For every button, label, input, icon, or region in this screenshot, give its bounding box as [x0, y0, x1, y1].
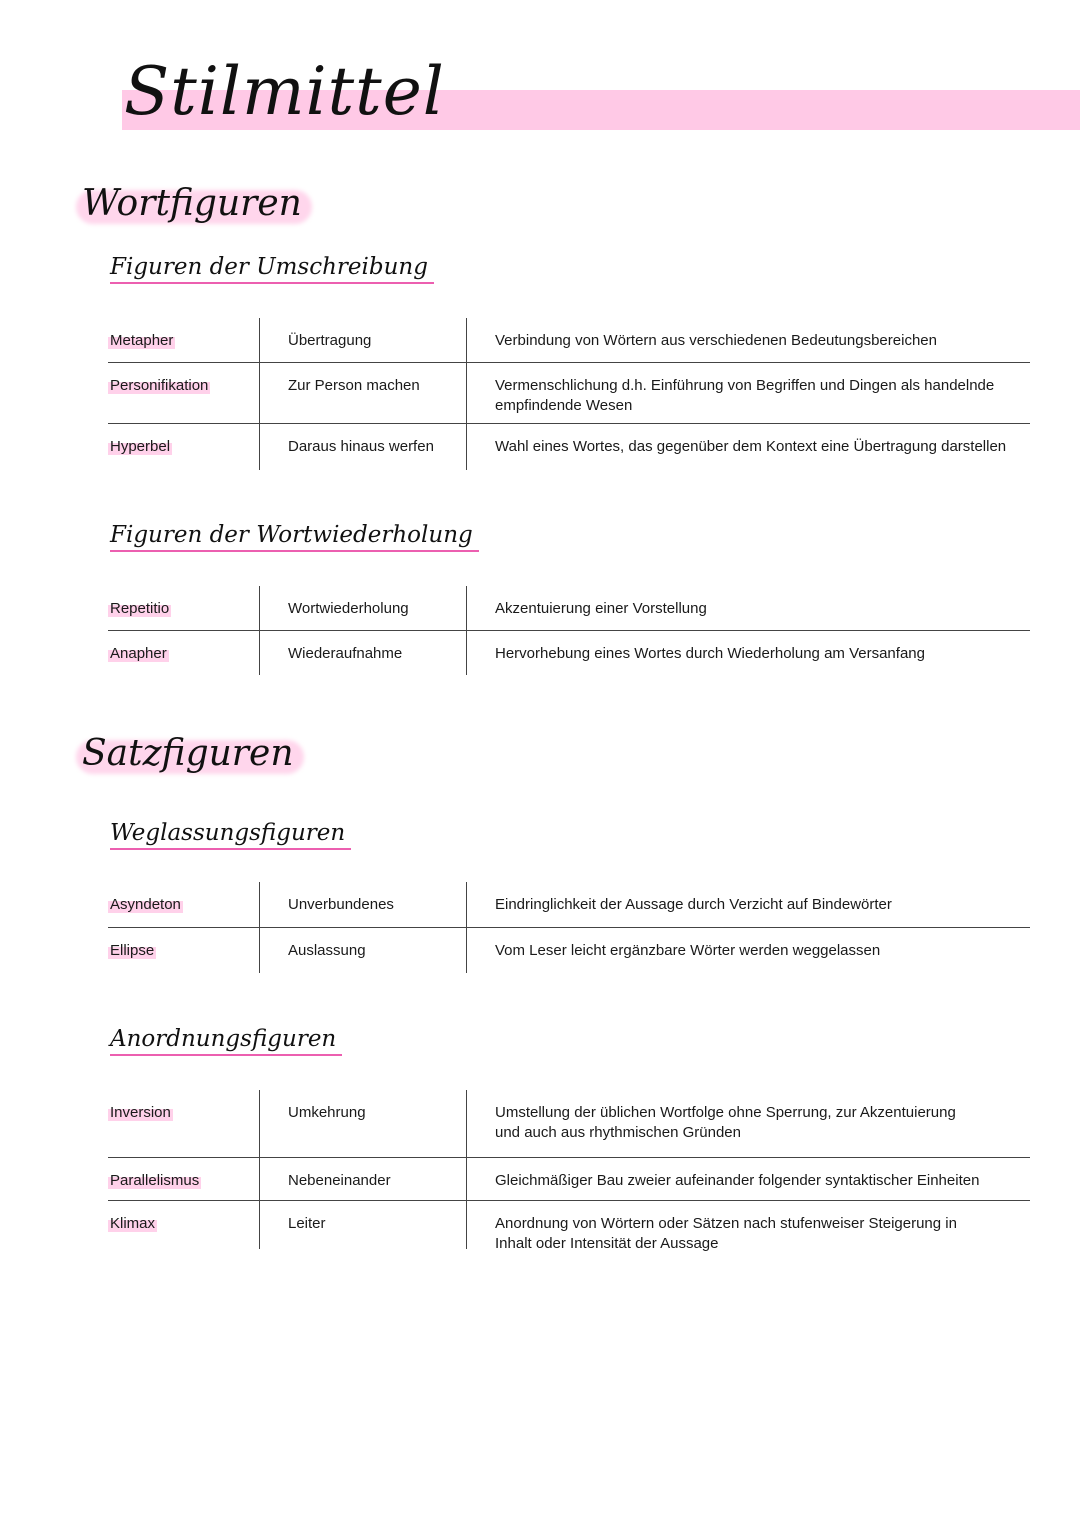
term-cell [108, 1158, 258, 1191]
term-cell [108, 586, 258, 619]
term-label: Hyperbel [110, 438, 171, 455]
description-cell: Vermenschlichung d.h. Einführung von Begriffen und Dingen als handelnde empfindende Wesen [495, 377, 995, 414]
description-cell: Anordnung von Wörtern oder Sätzen nach stufenweiser Steigerung in Inhalt oder Intensität der Aussage [495, 1215, 957, 1252]
group-title-wortwiederholung: Figuren der Wortwiederholung [110, 520, 479, 552]
description-cell: Gleichmäßiger Bau zweier aufeinander folgender syntaktischer Einheiten [495, 1172, 980, 1189]
term-label: Repetitio [110, 600, 170, 617]
table-row [108, 424, 1030, 470]
term-label: Parallelismus [110, 1172, 200, 1189]
table-row [108, 586, 1030, 631]
meaning-cell: Zur Person machen [288, 377, 420, 394]
table-row [108, 318, 1030, 363]
description-cell: Wahl eines Wortes, das gegenüber dem Kontext eine Übertragung darstellen [495, 438, 1007, 455]
description-cell: Umstellung der üblichen Wortfolge ohne Sperrung, zur Akzentuierung und auch aus rhythmischen Gründen [495, 1104, 956, 1141]
group-title-weglassung: Weglassungsfiguren [110, 818, 351, 850]
description-cell: Verbindung von Wörtern aus verschiedenen Bedeutungsbereichen [495, 332, 937, 349]
table-anordnung [108, 1090, 1030, 1252]
term-cell [108, 928, 258, 961]
group-title-anordnung: Anordnungsfiguren [110, 1024, 342, 1056]
table-row [108, 1201, 1030, 1252]
description-cell: Hervorhebung eines Wortes durch Wiederholung am Versanfang [495, 645, 925, 662]
term-cell [108, 363, 258, 396]
table-row [108, 363, 1030, 424]
term-label: Ellipse [110, 942, 155, 959]
meaning-cell: Auslassung [288, 942, 366, 959]
table-row [108, 882, 1030, 928]
term-cell [108, 631, 258, 664]
term-label: Asyndeton [110, 896, 181, 913]
section-title-satzfiguren: Satzfiguren [82, 733, 294, 774]
term-cell [108, 424, 258, 457]
term-cell [108, 318, 258, 351]
section-title-wortfiguren: Wortfiguren [82, 183, 302, 224]
group-title-umschreibung: Figuren der Umschreibung [110, 252, 434, 284]
term-label: Klimax [110, 1215, 156, 1232]
meaning-cell: Leiter [288, 1215, 326, 1232]
meaning-cell: Umkehrung [288, 1104, 366, 1121]
meaning-cell: Unverbundenes [288, 896, 394, 913]
meaning-cell: Übertragung [288, 332, 372, 349]
term-label: Anapher [110, 645, 167, 662]
description-cell: Akzentuierung einer Vorstellung [495, 600, 707, 617]
table-row [108, 1158, 1030, 1201]
term-cell [108, 1201, 258, 1234]
table-row [108, 631, 1030, 675]
meaning-cell: Nebeneinander [288, 1172, 391, 1189]
meaning-cell: Daraus hinaus werfen [288, 438, 434, 455]
table-row [108, 1090, 1030, 1158]
term-cell [108, 1090, 258, 1123]
term-cell [108, 882, 258, 915]
table-wortwiederholung [108, 586, 1030, 675]
description-cell: Vom Leser leicht ergänzbare Wörter werden weggelassen [495, 942, 881, 959]
term-label: Metapher [110, 332, 174, 349]
table-row [108, 928, 1030, 973]
term-label: Personifikation [110, 377, 209, 394]
description-cell: Eindringlichkeit der Aussage durch Verzicht auf Bindewörter [495, 896, 892, 913]
meaning-cell: Wortwiederholung [288, 600, 409, 617]
table-umschreibung [108, 318, 1030, 470]
term-label: Inversion [110, 1104, 171, 1121]
page-title: Stilmittel [124, 53, 445, 130]
meaning-cell: Wiederaufnahme [288, 645, 403, 662]
table-weglassung [108, 882, 1030, 973]
